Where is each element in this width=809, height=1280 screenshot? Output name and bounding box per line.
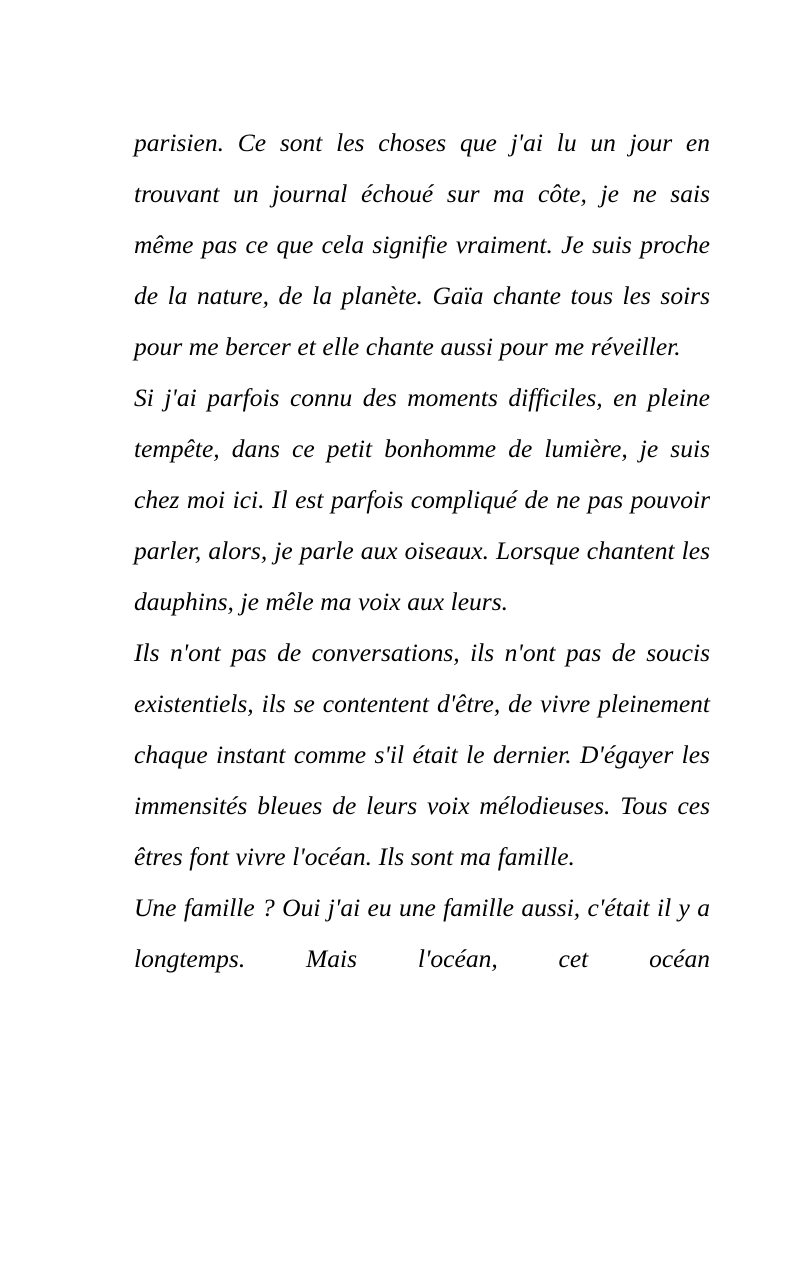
body-paragraph: Une famille ? Oui j'ai eu une famille aussi, c'était il y a longtemps. Mais l'océan, cet océan <box>134 893 710 973</box>
body-text-column <box>134 117 710 1035</box>
body-paragraph: Ils n'ont pas de conversations, ils n'ont pas de soucis existentiels, ils se contentent d'être, de vivre pleinement chaque instant comme s'il était le dernier. D'égayer les immensités bleues de leurs voix mélodieuses. Tous ces êtres font vivre l'océan. Ils sont ma famille. <box>134 638 710 871</box>
body-paragraph: Si j'ai parfois connu des moments difficiles, en pleine tempête, dans ce petit bonhomme de lumière, je suis chez moi ici. Il est parfois compliqué de ne pas pouvoir parler, alors, je parle aux oiseaux. Lorsque chantent les dauphins, je mêle ma voix aux leurs. <box>134 383 710 616</box>
body-paragraph: parisien. Ce sont les choses que j'ai lu un jour en trouvant un journal échoué sur ma côte, je ne sais même pas ce que cela signifie vraiment. Je suis proche de la nature, de la planète. Gaïa chante tous les soirs pour me bercer et elle chante aussi pour me réveiller. <box>134 128 710 361</box>
